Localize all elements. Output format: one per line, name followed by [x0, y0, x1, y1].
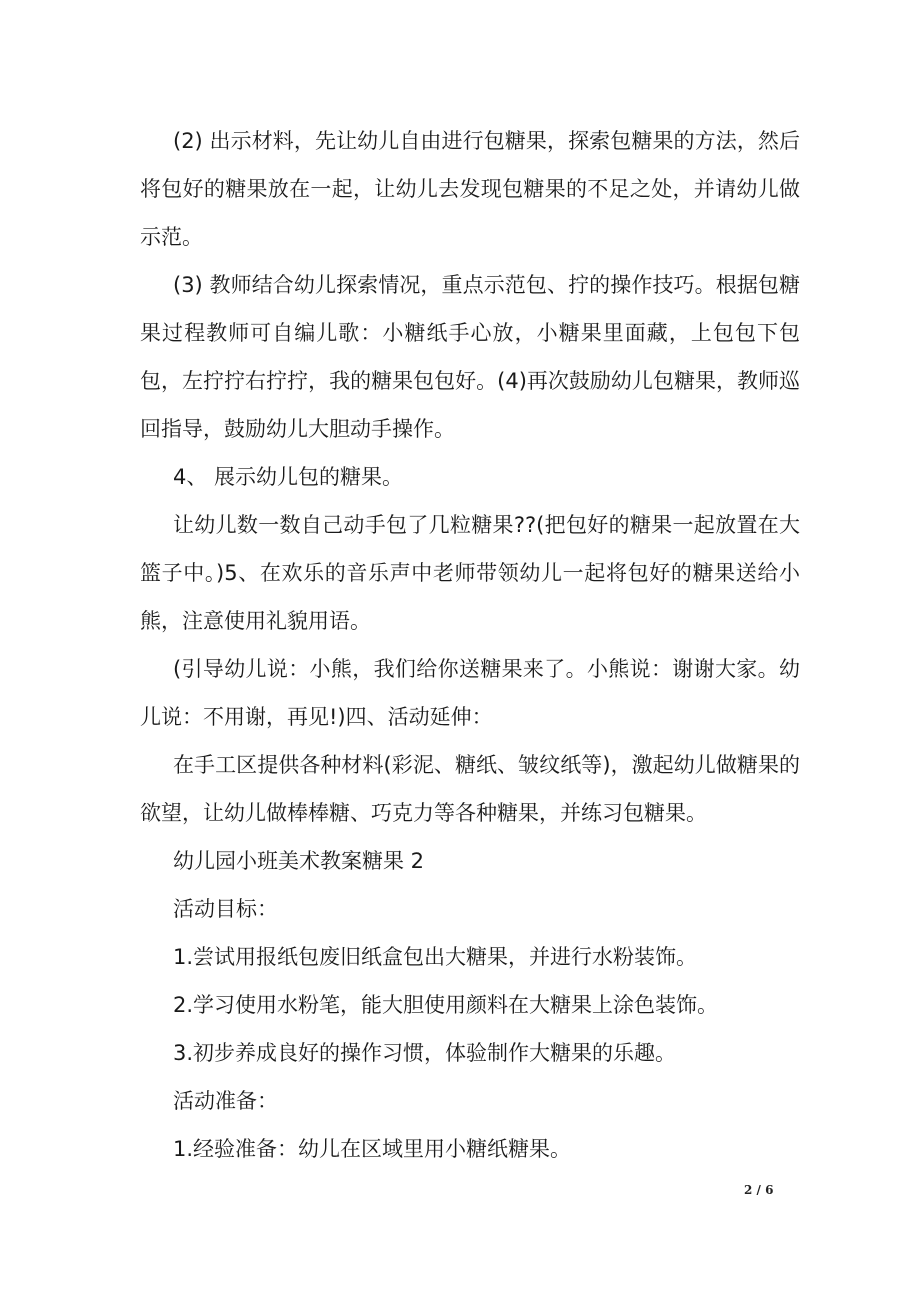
paragraph-wrap-candy: (2) 出示材料，先让幼儿自由进行包糖果，探索包糖果的方法，然后将包好的糖果放在一起，让幼儿去发现包糖果的不足之处，并请幼儿做示范。 — [140, 129, 800, 249]
paragraph-show-candies: 4、 展示幼儿包的糖果。 — [173, 465, 404, 489]
goal-item-2: 2.学习使用水粉笔，能大胆使用颜料在大糖果上涂色装饰。 — [173, 993, 719, 1017]
paragraph-guide-speech: (引导幼儿说：小熊，我们给你送糖果来了。小熊说：谢谢大家。幼儿说：不用谢，再见!)四、活动延伸： — [140, 657, 800, 729]
page-number: 2 / 6 — [744, 1183, 774, 1197]
paragraph-count-candies: 让幼儿数一数自己动手包了几粒糖果??(把包好的糖果一起放置在大篮子中。)5、在欢乐的音乐声中老师带领幼儿一起将包好的糖果送给小熊，注意使用礼貌用语。 — [140, 513, 800, 633]
goal-item-3: 3.初步养成良好的操作习惯，体验制作大糖果的乐趣。 — [173, 1041, 677, 1065]
paragraph-extension: 在手工区提供各种材料(彩泥、糖纸、皱纹纸等)，激起幼儿做糖果的欲望，让幼儿做棒棒糖、巧克力等各种糖果，并练习包糖果。 — [140, 753, 800, 825]
preparation-item-1: 1.经验准备：幼儿在区域里用小糖纸糖果。 — [173, 1137, 572, 1161]
section-title-lesson-2: 幼儿园小班美术教案糖果 2 — [173, 849, 425, 873]
paragraph-demo-technique: (3) 教师结合幼儿探索情况，重点示范包、拧的操作技巧。根据包糖果过程教师可自编儿歌：小糖纸手心放，小糖果里面藏，上包包下包包，左拧拧右拧拧，我的糖果包包好。(4)再次鼓励幼儿包糖果，教师巡回指导，鼓励幼儿大胆动手操作。 — [140, 273, 800, 441]
heading-activity-goals: 活动目标： — [173, 897, 278, 921]
heading-activity-preparation: 活动准备： — [173, 1089, 278, 1113]
document-body — [140, 117, 800, 1173]
goal-item-1: 1.尝试用报纸包废旧纸盒包出大糖果，并进行水粉装饰。 — [173, 945, 698, 969]
